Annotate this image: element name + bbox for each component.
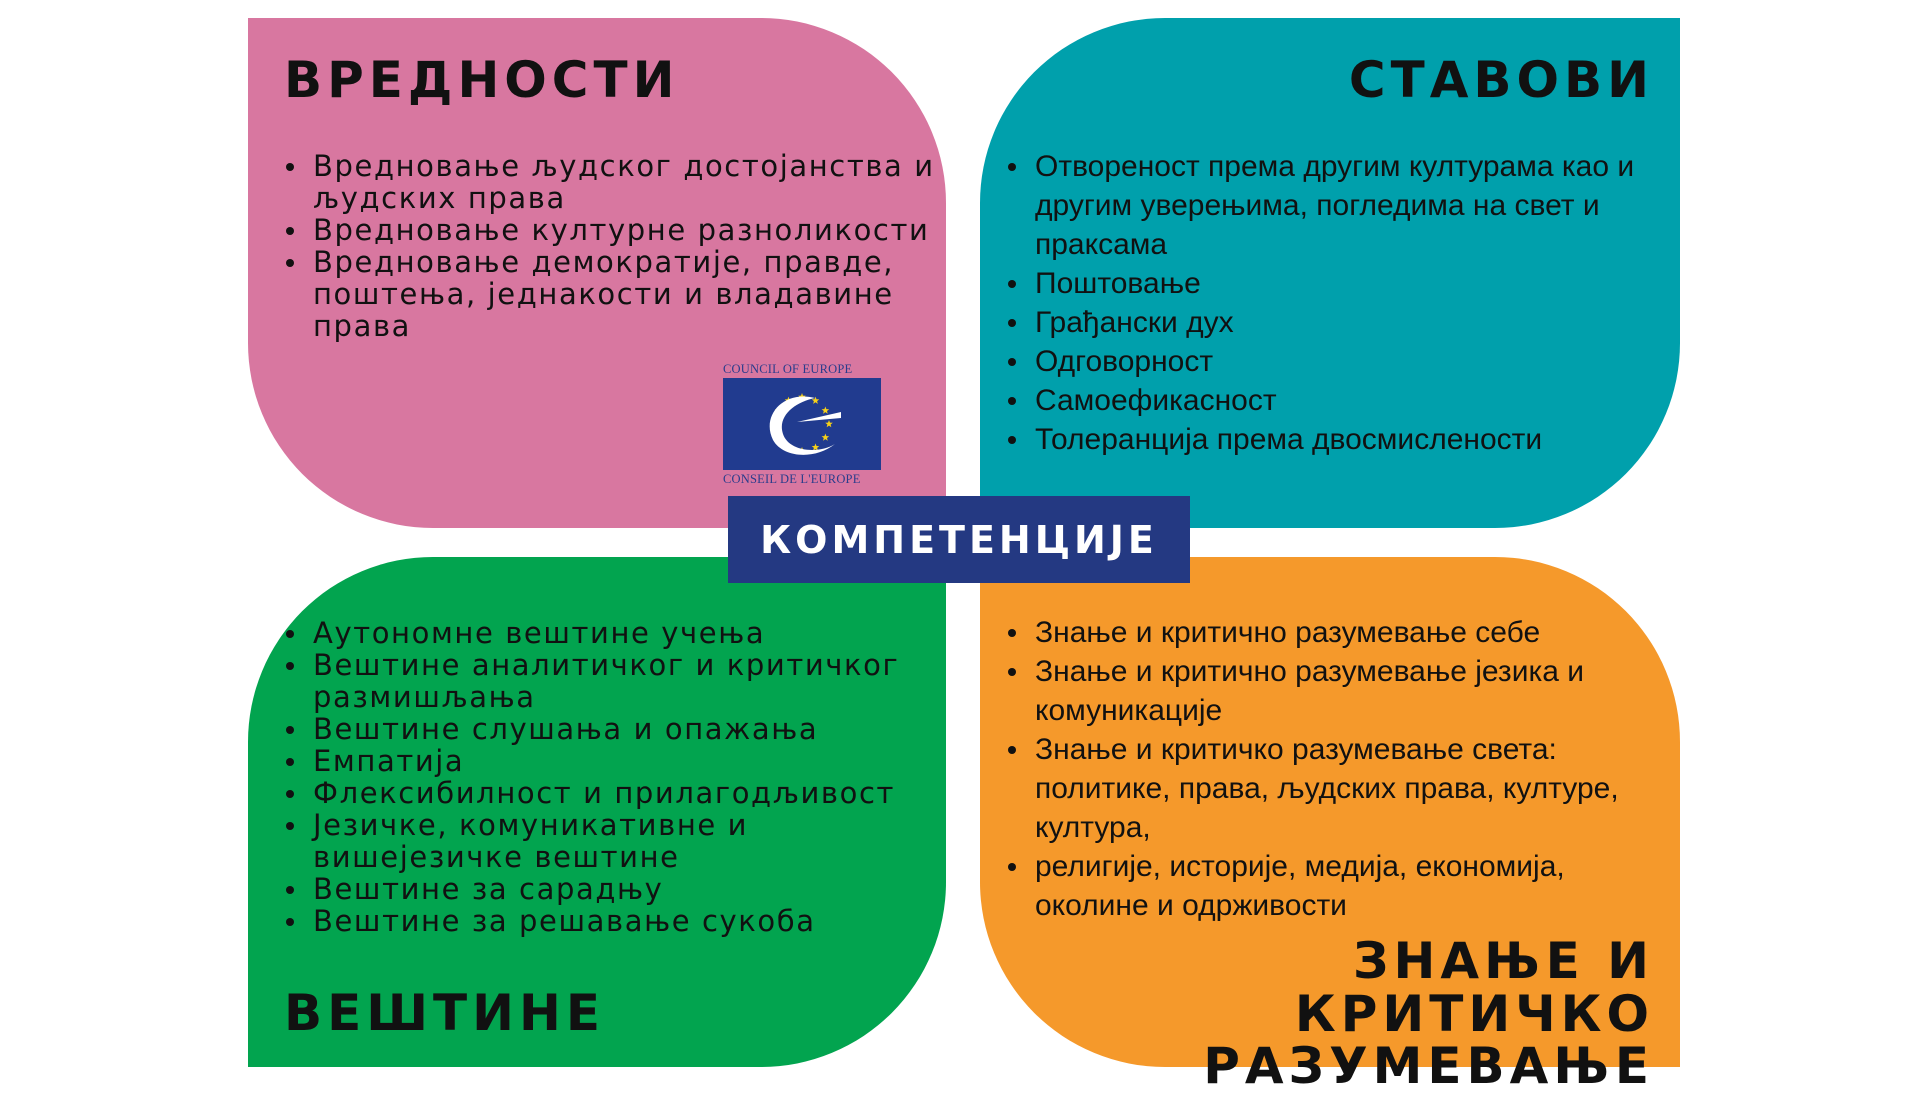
knowledge-heading <box>980 932 1654 1095</box>
attitudes-heading: СТАВОВИ <box>1348 51 1654 109</box>
list-item: Вредновање демократије, правде, поштења, једнакости и владавине права <box>280 246 940 342</box>
list-item: Вештине за решавање сукоба <box>280 905 940 937</box>
list-item: Језичке, комуникативне и вишејезичке вештине <box>280 809 940 873</box>
skills-heading: ВЕШТИНЕ <box>284 984 605 1042</box>
council-of-europe-emblem-icon <box>723 378 881 470</box>
attitudes-quadrant <box>980 18 1680 528</box>
list-item: Емпатија <box>280 745 940 777</box>
list-item: Толеранција према двосмислености <box>1002 420 1672 459</box>
knowledge-heading-line1: ЗНАЊЕ И КРИТИЧКО <box>1294 932 1654 1043</box>
list-item: Знање и критично разумевање језика и комуникације <box>1002 652 1672 730</box>
list-item: Аутономне вештине учења <box>280 617 940 649</box>
list-item: Вредновање људског достојанства и људских права <box>280 150 940 214</box>
knowledge-quadrant <box>980 557 1680 1095</box>
values-heading: ВРЕДНОСТИ <box>284 51 680 109</box>
skills-quadrant <box>248 557 946 1067</box>
list-item: Грађански дух <box>1002 303 1672 342</box>
list-item: Знање и критичко разумевање света: политике, права, људских права, културе, култура, <box>1002 730 1672 847</box>
knowledge-heading-line2: РАЗУМЕВАЊЕ <box>1203 1037 1654 1095</box>
attitudes-list <box>1002 147 1672 459</box>
competences-label: КОМПЕТЕНЦИЈЕ <box>760 517 1158 562</box>
list-item: Вредновање културне разноликости <box>280 214 940 246</box>
list-item: Отвореност према другим културама као и другим уверењима, погледима на свет и праксама <box>1002 147 1672 264</box>
list-item: Самоефикасност <box>1002 381 1672 420</box>
list-item: Вештине за сарадњу <box>280 873 940 905</box>
council-of-europe-logo <box>723 362 884 486</box>
skills-list <box>280 617 940 937</box>
list-item: Вештине слушања и опажања <box>280 713 940 745</box>
knowledge-list <box>1002 613 1672 925</box>
logo-bottom-text: CONSEIL DE L'EUROPE <box>723 472 861 486</box>
list-item: Знање и критично разумевање себе <box>1002 613 1672 652</box>
values-list <box>280 150 940 342</box>
list-item: Вештине аналитичког и критичког размишљања <box>280 649 940 713</box>
list-item: Поштовање <box>1002 264 1672 303</box>
logo-top-text: COUNCIL OF EUROPE <box>723 362 853 376</box>
competences-label-box <box>728 496 1190 583</box>
list-item: Флексибилност и прилагодљивост <box>280 777 940 809</box>
list-item: религије, историје, медија, економија, околине и одрживости <box>1002 847 1672 925</box>
list-item: Одговорност <box>1002 342 1672 381</box>
